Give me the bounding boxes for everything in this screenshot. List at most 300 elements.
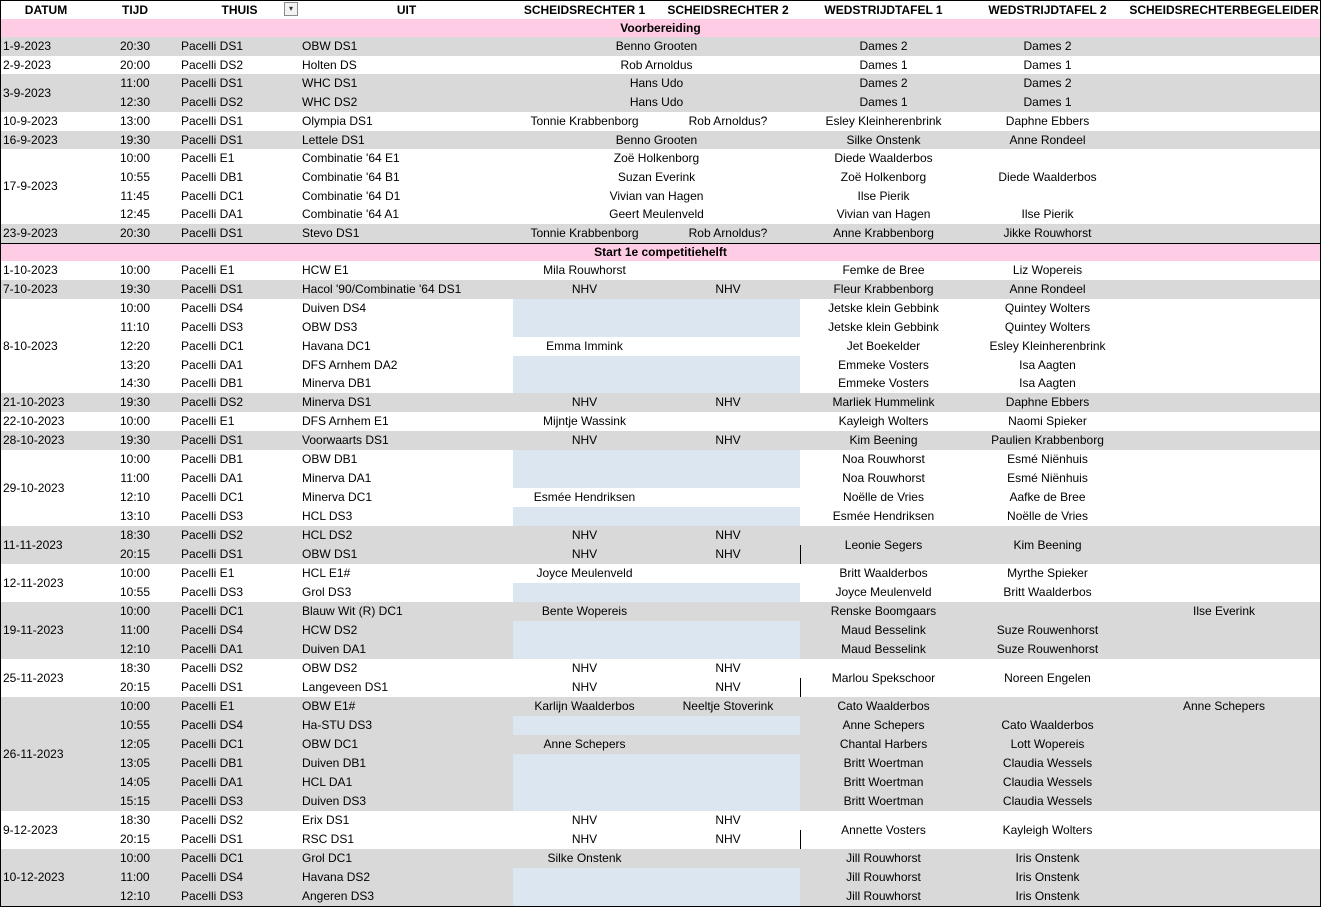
time-cell[interactable]: 19:30 <box>91 131 180 150</box>
away-team-cell[interactable]: Havana DS2 <box>300 868 514 888</box>
referee-2-cell[interactable] <box>656 374 801 394</box>
home-team-cell[interactable]: Pacelli DA1 <box>179 205 301 225</box>
referee-1-cell[interactable]: Hans Udo <box>513 93 801 113</box>
referee-supervisor-cell[interactable] <box>1128 393 1321 413</box>
section-header[interactable]: Start 1e competitiehelft <box>0 243 1321 262</box>
referee-1-cell[interactable] <box>513 469 657 489</box>
home-team-cell[interactable]: Pacelli DC1 <box>179 187 301 206</box>
table-official-2-cell[interactable] <box>967 697 1129 717</box>
date-cell[interactable]: 9-12-2023 <box>0 811 92 850</box>
referee-supervisor-cell[interactable] <box>1128 830 1321 850</box>
referee-1-cell[interactable]: NHV <box>513 659 657 679</box>
referee-1-cell[interactable]: Benno Grooten <box>513 37 801 57</box>
home-team-cell[interactable]: Pacelli DS1 <box>179 224 301 244</box>
away-team-cell[interactable]: Havana DC1 <box>300 337 514 357</box>
table-official-2-cell[interactable]: Dames 2 <box>967 37 1129 57</box>
date-cell[interactable]: 7-10-2023 <box>0 280 92 300</box>
home-team-cell[interactable]: Pacelli DC1 <box>179 488 301 508</box>
home-team-cell[interactable]: Pacelli DS3 <box>179 583 301 603</box>
referee-supervisor-cell[interactable] <box>1128 149 1321 169</box>
table-official-1-cell[interactable]: Anne Krabbenborg <box>800 224 968 244</box>
table-official-1-cell[interactable]: Dames 2 <box>800 74 968 94</box>
referee-supervisor-cell[interactable] <box>1128 337 1321 357</box>
away-team-cell[interactable]: RSC DS1 <box>300 830 514 850</box>
referee-1-cell[interactable]: Mila Rouwhorst <box>513 261 657 281</box>
away-team-cell[interactable]: Hacol '90/Combinatie '64 DS1 <box>300 280 514 300</box>
referee-supervisor-cell[interactable] <box>1128 74 1321 94</box>
time-cell[interactable]: 19:30 <box>91 431 180 451</box>
away-team-cell[interactable]: OBW DS1 <box>300 545 514 565</box>
referee-supervisor-cell[interactable] <box>1128 716 1321 736</box>
time-cell[interactable]: 10:55 <box>91 583 180 603</box>
referee-1-cell[interactable] <box>513 621 657 641</box>
table-official-2-cell[interactable]: Quintey Wolters <box>967 318 1129 338</box>
away-team-cell[interactable]: Voorwaarts DS1 <box>300 431 514 451</box>
home-team-cell[interactable]: Pacelli DS1 <box>179 131 301 150</box>
referee-1-cell[interactable] <box>513 450 657 470</box>
table-official-1-cell[interactable]: Esley Kleinherenbrink <box>800 112 968 132</box>
referee-supervisor-cell[interactable] <box>1128 773 1321 793</box>
referee-2-cell[interactable] <box>656 469 801 489</box>
referee-supervisor-cell[interactable] <box>1128 887 1321 907</box>
home-team-cell[interactable]: Pacelli E1 <box>179 412 301 432</box>
away-team-cell[interactable]: Stevo DS1 <box>300 224 514 244</box>
away-team-cell[interactable]: OBW E1# <box>300 697 514 717</box>
home-team-cell[interactable]: Pacelli E1 <box>179 564 301 584</box>
section-header[interactable]: Voorbereiding <box>0 19 1321 38</box>
away-team-cell[interactable]: Minerva DB1 <box>300 374 514 394</box>
table-official-1-cell[interactable]: Jetske klein Gebbink <box>800 318 968 338</box>
time-cell[interactable]: 20:30 <box>91 37 180 57</box>
table-official-1-cell[interactable]: Dames 1 <box>800 56 968 75</box>
referee-1-cell[interactable] <box>513 754 657 774</box>
referee-supervisor-cell[interactable] <box>1128 735 1321 755</box>
away-team-cell[interactable]: HCL DS3 <box>300 507 514 527</box>
table-official-1-cell[interactable]: Dames 1 <box>800 93 968 113</box>
date-cell[interactable]: 10-9-2023 <box>0 112 92 132</box>
date-cell[interactable]: 29-10-2023 <box>0 450 92 527</box>
home-team-cell[interactable]: Pacelli DA1 <box>179 356 301 375</box>
home-team-cell[interactable]: Pacelli DS2 <box>179 56 301 75</box>
home-team-cell[interactable]: Pacelli DS2 <box>179 93 301 113</box>
home-team-cell[interactable]: Pacelli DS1 <box>179 74 301 94</box>
table-official-2-cell[interactable]: Kim Beening <box>967 526 1129 565</box>
referee-supervisor-cell[interactable] <box>1128 374 1321 394</box>
referee-supervisor-cell[interactable] <box>1128 131 1321 150</box>
time-cell[interactable]: 13:20 <box>91 356 180 375</box>
referee-2-cell[interactable] <box>656 564 801 584</box>
referee-supervisor-cell[interactable] <box>1128 868 1321 888</box>
table-official-2-cell[interactable]: Myrthe Spieker <box>967 564 1129 584</box>
away-team-cell[interactable]: Grol DS3 <box>300 583 514 603</box>
table-official-2-cell[interactable]: Iris Onstenk <box>967 868 1129 888</box>
header-table-official-1[interactable]: WEDSTRIJDTAFEL 1 <box>800 0 968 20</box>
table-official-1-cell[interactable]: Kayleigh Wolters <box>800 412 968 432</box>
home-team-cell[interactable]: Pacelli DS4 <box>179 299 301 319</box>
referee-1-cell[interactable]: Mijntje Wassink <box>513 412 657 432</box>
header-referee-1[interactable]: SCHEIDSRECHTER 1 <box>513 0 657 20</box>
referee-supervisor-cell[interactable] <box>1128 93 1321 113</box>
home-team-cell[interactable]: Pacelli DS1 <box>179 545 301 565</box>
away-team-cell[interactable]: Combinatie '64 B1 <box>300 168 514 188</box>
table-official-1-cell[interactable]: Joyce Meulenveld <box>800 583 968 603</box>
referee-2-cell[interactable]: NHV <box>656 393 801 413</box>
table-official-1-cell[interactable]: Britt Waalderbos <box>800 564 968 584</box>
referee-supervisor-cell[interactable] <box>1128 640 1321 660</box>
time-cell[interactable]: 20:15 <box>91 545 180 565</box>
away-team-cell[interactable]: OBW DS2 <box>300 659 514 679</box>
away-team-cell[interactable]: Minerva DS1 <box>300 393 514 413</box>
date-cell[interactable]: 2-9-2023 <box>0 56 92 75</box>
home-team-cell[interactable]: Pacelli DA1 <box>179 640 301 660</box>
away-team-cell[interactable]: Olympia DS1 <box>300 112 514 132</box>
referee-2-cell[interactable] <box>656 868 801 888</box>
away-team-cell[interactable]: HCW E1 <box>300 261 514 281</box>
table-official-1-cell[interactable]: Jill Rouwhorst <box>800 887 968 907</box>
away-team-cell[interactable]: Ha-STU DS3 <box>300 716 514 736</box>
away-team-cell[interactable]: Combinatie '64 E1 <box>300 149 514 169</box>
table-official-2-cell[interactable]: Dames 1 <box>967 93 1129 113</box>
time-cell[interactable]: 10:00 <box>91 412 180 432</box>
away-team-cell[interactable]: Erix DS1 <box>300 811 514 831</box>
referee-1-cell[interactable] <box>513 507 657 527</box>
table-official-1-cell[interactable]: Noa Rouwhorst <box>800 450 968 470</box>
time-cell[interactable]: 10:00 <box>91 849 180 869</box>
time-cell[interactable]: 12:10 <box>91 488 180 508</box>
table-official-1-cell[interactable]: Ilse Pierik <box>800 187 968 206</box>
referee-2-cell[interactable] <box>656 450 801 470</box>
referee-supervisor-cell[interactable] <box>1128 205 1321 225</box>
table-official-2-cell[interactable]: Aafke de Bree <box>967 488 1129 508</box>
header-table-official-2[interactable]: WEDSTRIJDTAFEL 2 <box>967 0 1129 20</box>
table-official-2-cell[interactable]: Lott Wopereis <box>967 735 1129 755</box>
referee-2-cell[interactable] <box>656 773 801 793</box>
referee-1-cell[interactable]: Emma Immink <box>513 337 657 357</box>
time-cell[interactable]: 10:00 <box>91 299 180 319</box>
referee-2-cell[interactable]: NHV <box>656 280 801 300</box>
table-official-2-cell[interactable]: Anne Rondeel <box>967 280 1129 300</box>
home-team-cell[interactable]: Pacelli DB1 <box>179 754 301 774</box>
time-cell[interactable]: 10:00 <box>91 564 180 584</box>
date-cell[interactable]: 22-10-2023 <box>0 412 92 432</box>
time-cell[interactable]: 11:00 <box>91 469 180 489</box>
referee-1-cell[interactable] <box>513 868 657 888</box>
referee-2-cell[interactable] <box>656 337 801 357</box>
referee-supervisor-cell[interactable] <box>1128 507 1321 527</box>
home-team-cell[interactable]: Pacelli DA1 <box>179 469 301 489</box>
time-cell[interactable]: 11:00 <box>91 621 180 641</box>
home-team-cell[interactable]: Pacelli DS4 <box>179 716 301 736</box>
table-official-1-cell[interactable]: Anne Schepers <box>800 716 968 736</box>
referee-2-cell[interactable] <box>656 412 801 432</box>
home-team-cell[interactable]: Pacelli DS3 <box>179 887 301 907</box>
home-team-cell[interactable]: Pacelli DS4 <box>179 868 301 888</box>
referee-1-cell[interactable] <box>513 716 657 736</box>
table-official-2-cell[interactable]: Jikke Rouwhorst <box>967 224 1129 244</box>
referee-1-cell[interactable]: Tonnie Krabbenborg <box>513 112 657 132</box>
table-official-1-cell[interactable]: Jill Rouwhorst <box>800 849 968 869</box>
table-official-1-cell[interactable]: Dames 2 <box>800 37 968 57</box>
table-official-2-cell[interactable]: Cato Waalderbos <box>967 716 1129 736</box>
table-official-2-cell[interactable]: Claudia Wessels <box>967 773 1129 793</box>
header-thuis[interactable]: THUIS <box>179 0 301 20</box>
home-team-cell[interactable]: Pacelli DS1 <box>179 830 301 850</box>
referee-supervisor-cell[interactable] <box>1128 168 1321 188</box>
table-official-1-cell[interactable]: Britt Woertman <box>800 754 968 774</box>
table-official-2-cell[interactable]: Noëlle de Vries <box>967 507 1129 527</box>
home-team-cell[interactable]: Pacelli DS1 <box>179 678 301 698</box>
referee-supervisor-cell[interactable] <box>1128 754 1321 774</box>
referee-supervisor-cell[interactable] <box>1128 318 1321 338</box>
referee-supervisor-cell[interactable] <box>1128 792 1321 812</box>
home-team-cell[interactable]: Pacelli DS2 <box>179 526 301 546</box>
referee-supervisor-cell[interactable] <box>1128 450 1321 470</box>
table-official-2-cell[interactable]: Isa Aagten <box>967 356 1129 375</box>
time-cell[interactable]: 10:55 <box>91 716 180 736</box>
time-cell[interactable]: 12:10 <box>91 887 180 907</box>
referee-supervisor-cell[interactable] <box>1128 583 1321 603</box>
time-cell[interactable]: 18:30 <box>91 659 180 679</box>
table-official-2-cell[interactable]: Ilse Pierik <box>967 205 1129 225</box>
time-cell[interactable]: 13:00 <box>91 112 180 132</box>
table-official-1-cell[interactable]: Marliek Hummelink <box>800 393 968 413</box>
table-official-2-cell[interactable]: Isa Aagten <box>967 374 1129 394</box>
referee-supervisor-cell[interactable]: Anne Schepers <box>1128 697 1321 717</box>
table-official-2-cell[interactable]: Liz Wopereis <box>967 261 1129 281</box>
home-team-cell[interactable]: Pacelli DS1 <box>179 280 301 300</box>
home-team-cell[interactable]: Pacelli DS2 <box>179 659 301 679</box>
table-official-1-cell[interactable]: Jill Rouwhorst <box>800 868 968 888</box>
table-official-2-cell[interactable] <box>967 187 1129 206</box>
date-cell[interactable]: 10-12-2023 <box>0 849 92 907</box>
time-cell[interactable]: 19:30 <box>91 393 180 413</box>
table-official-1-cell[interactable]: Maud Besselink <box>800 640 968 660</box>
time-cell[interactable]: 20:00 <box>91 56 180 75</box>
away-team-cell[interactable]: Grol DC1 <box>300 849 514 869</box>
table-official-1-cell[interactable]: Fleur Krabbenborg <box>800 280 968 300</box>
date-cell[interactable]: 21-10-2023 <box>0 393 92 413</box>
date-cell[interactable]: 17-9-2023 <box>0 149 92 225</box>
referee-supervisor-cell[interactable] <box>1128 299 1321 319</box>
referee-2-cell[interactable] <box>656 640 801 660</box>
away-team-cell[interactable]: OBW DS3 <box>300 318 514 338</box>
time-cell[interactable]: 11:10 <box>91 318 180 338</box>
time-cell[interactable]: 18:30 <box>91 811 180 831</box>
referee-supervisor-cell[interactable] <box>1128 56 1321 75</box>
table-official-2-cell[interactable]: Kayleigh Wolters <box>967 811 1129 850</box>
table-official-1-cell[interactable]: Emmeke Vosters <box>800 356 968 375</box>
away-team-cell[interactable]: WHC DS2 <box>300 93 514 113</box>
referee-1-cell[interactable]: NHV <box>513 678 657 698</box>
time-cell[interactable]: 20:30 <box>91 224 180 244</box>
table-official-1-cell[interactable]: Kim Beening <box>800 431 968 451</box>
table-official-1-cell[interactable]: Cato Waalderbos <box>800 697 968 717</box>
referee-2-cell[interactable]: NHV <box>656 678 801 698</box>
home-team-cell[interactable]: Pacelli DA1 <box>179 773 301 793</box>
home-team-cell[interactable]: Pacelli DC1 <box>179 602 301 622</box>
date-cell[interactable]: 28-10-2023 <box>0 431 92 451</box>
referee-1-cell[interactable]: Anne Schepers <box>513 735 657 755</box>
referee-2-cell[interactable] <box>656 621 801 641</box>
referee-1-cell[interactable]: Vivian van Hagen <box>513 187 801 206</box>
table-official-1-cell[interactable]: Diede Waalderbos <box>800 149 968 169</box>
table-official-1-cell[interactable]: Renske Boomgaars <box>800 602 968 622</box>
date-cell[interactable]: 26-11-2023 <box>0 697 92 812</box>
referee-supervisor-cell[interactable] <box>1128 469 1321 489</box>
table-official-1-cell[interactable]: Maud Besselink <box>800 621 968 641</box>
table-official-1-cell[interactable]: Annette Vosters <box>800 811 968 850</box>
away-team-cell[interactable]: OBW DS1 <box>300 37 514 57</box>
time-cell[interactable]: 11:45 <box>91 187 180 206</box>
header-datum[interactable]: DATUM <box>0 0 92 20</box>
table-official-2-cell[interactable] <box>967 149 1129 169</box>
table-official-2-cell[interactable]: Noreen Engelen <box>967 659 1129 698</box>
referee-2-cell[interactable]: NHV <box>656 431 801 451</box>
header-tijd[interactable]: TIJD <box>91 0 180 20</box>
table-official-2-cell[interactable]: Britt Waalderbos <box>967 583 1129 603</box>
referee-supervisor-cell[interactable] <box>1128 356 1321 375</box>
referee-supervisor-cell[interactable] <box>1128 564 1321 584</box>
referee-1-cell[interactable]: Suzan Everink <box>513 168 801 188</box>
home-team-cell[interactable]: Pacelli DS1 <box>179 37 301 57</box>
time-cell[interactable]: 12:20 <box>91 337 180 357</box>
referee-2-cell[interactable] <box>656 792 801 812</box>
home-team-cell[interactable]: Pacelli E1 <box>179 697 301 717</box>
referee-2-cell[interactable] <box>656 754 801 774</box>
away-team-cell[interactable]: Duiven DA1 <box>300 640 514 660</box>
time-cell[interactable]: 13:10 <box>91 507 180 527</box>
table-official-1-cell[interactable]: Silke Onstenk <box>800 131 968 150</box>
date-cell[interactable]: 19-11-2023 <box>0 602 92 660</box>
referee-1-cell[interactable]: Joyce Meulenveld <box>513 564 657 584</box>
time-cell[interactable]: 15:15 <box>91 792 180 812</box>
referee-supervisor-cell[interactable] <box>1128 545 1321 565</box>
referee-supervisor-cell[interactable] <box>1128 488 1321 508</box>
referee-2-cell[interactable] <box>656 849 801 869</box>
time-cell[interactable]: 14:30 <box>91 374 180 394</box>
referee-1-cell[interactable] <box>513 887 657 907</box>
referee-supervisor-cell[interactable] <box>1128 412 1321 432</box>
home-team-cell[interactable]: Pacelli DS3 <box>179 507 301 527</box>
home-team-cell[interactable]: Pacelli DB1 <box>179 450 301 470</box>
away-team-cell[interactable]: OBW DC1 <box>300 735 514 755</box>
referee-2-cell[interactable]: NHV <box>656 659 801 679</box>
date-cell[interactable]: 12-11-2023 <box>0 564 92 603</box>
referee-supervisor-cell[interactable] <box>1128 431 1321 451</box>
table-official-1-cell[interactable]: Jet Boekelder <box>800 337 968 357</box>
referee-2-cell[interactable]: Rob Arnoldus? <box>656 224 801 244</box>
away-team-cell[interactable]: Holten DS <box>300 56 514 75</box>
table-official-1-cell[interactable]: Marlou Spekschoor <box>800 659 968 698</box>
table-official-2-cell[interactable]: Esmé Niënhuis <box>967 469 1129 489</box>
table-official-2-cell[interactable]: Iris Onstenk <box>967 849 1129 869</box>
header-uit[interactable]: UIT <box>300 0 514 20</box>
referee-2-cell[interactable] <box>656 887 801 907</box>
referee-1-cell[interactable]: NHV <box>513 393 657 413</box>
referee-2-cell[interactable] <box>656 488 801 508</box>
home-team-cell[interactable]: Pacelli E1 <box>179 261 301 281</box>
away-team-cell[interactable]: Langeveen DS1 <box>300 678 514 698</box>
referee-supervisor-cell[interactable] <box>1128 280 1321 300</box>
away-team-cell[interactable]: OBW DB1 <box>300 450 514 470</box>
date-cell[interactable]: 1-10-2023 <box>0 261 92 281</box>
table-official-2-cell[interactable]: Quintey Wolters <box>967 299 1129 319</box>
table-official-1-cell[interactable]: Noa Rouwhorst <box>800 469 968 489</box>
referee-1-cell[interactable]: Geert Meulenveld <box>513 205 801 225</box>
referee-1-cell[interactable] <box>513 318 657 338</box>
referee-2-cell[interactable]: Rob Arnoldus? <box>656 112 801 132</box>
referee-supervisor-cell[interactable] <box>1128 112 1321 132</box>
referee-supervisor-cell[interactable] <box>1128 659 1321 679</box>
referee-1-cell[interactable] <box>513 356 657 375</box>
table-official-1-cell[interactable]: Emmeke Vosters <box>800 374 968 394</box>
time-cell[interactable]: 10:00 <box>91 149 180 169</box>
away-team-cell[interactable]: DFS Arnhem E1 <box>300 412 514 432</box>
date-cell[interactable]: 11-11-2023 <box>0 526 92 565</box>
date-cell[interactable]: 25-11-2023 <box>0 659 92 698</box>
referee-1-cell[interactable] <box>513 583 657 603</box>
time-cell[interactable]: 10:55 <box>91 168 180 188</box>
time-cell[interactable]: 10:00 <box>91 697 180 717</box>
table-official-2-cell[interactable]: Naomi Spieker <box>967 412 1129 432</box>
referee-2-cell[interactable] <box>656 602 801 622</box>
time-cell[interactable]: 10:00 <box>91 450 180 470</box>
home-team-cell[interactable]: Pacelli DC1 <box>179 735 301 755</box>
away-team-cell[interactable]: DFS Arnhem DA2 <box>300 356 514 375</box>
referee-1-cell[interactable]: Tonnie Krabbenborg <box>513 224 657 244</box>
header-referee-2[interactable]: SCHEIDSRECHTER 2 <box>656 0 801 20</box>
referee-1-cell[interactable]: Rob Arnoldus <box>513 56 801 75</box>
table-official-1-cell[interactable]: Femke de Bree <box>800 261 968 281</box>
referee-1-cell[interactable]: NHV <box>513 545 657 565</box>
time-cell[interactable]: 12:45 <box>91 205 180 225</box>
referee-1-cell[interactable]: Hans Udo <box>513 74 801 94</box>
away-team-cell[interactable]: Lettele DS1 <box>300 131 514 150</box>
date-cell[interactable]: 23-9-2023 <box>0 224 92 244</box>
table-official-1-cell[interactable]: Vivian van Hagen <box>800 205 968 225</box>
home-team-cell[interactable]: Pacelli DS3 <box>179 792 301 812</box>
away-team-cell[interactable]: HCL DA1 <box>300 773 514 793</box>
referee-supervisor-cell[interactable]: Ilse Everink <box>1128 602 1321 622</box>
table-official-1-cell[interactable]: Noëlle de Vries <box>800 488 968 508</box>
referee-1-cell[interactable]: Esmée Hendriksen <box>513 488 657 508</box>
referee-2-cell[interactable] <box>656 583 801 603</box>
home-team-cell[interactable]: Pacelli DC1 <box>179 849 301 869</box>
home-team-cell[interactable]: Pacelli DC1 <box>179 337 301 357</box>
referee-2-cell[interactable] <box>656 507 801 527</box>
referee-supervisor-cell[interactable] <box>1128 621 1321 641</box>
home-team-cell[interactable]: Pacelli DB1 <box>179 374 301 394</box>
home-team-cell[interactable]: Pacelli DS2 <box>179 811 301 831</box>
away-team-cell[interactable]: HCL E1# <box>300 564 514 584</box>
table-official-2-cell[interactable]: Suze Rouwenhorst <box>967 640 1129 660</box>
referee-supervisor-cell[interactable] <box>1128 224 1321 244</box>
table-official-2-cell[interactable]: Dames 1 <box>967 56 1129 75</box>
table-official-2-cell[interactable]: Paulien Krabbenborg <box>967 431 1129 451</box>
home-team-cell[interactable]: Pacelli E1 <box>179 149 301 169</box>
home-team-cell[interactable]: Pacelli DS4 <box>179 621 301 641</box>
table-official-1-cell[interactable]: Chantal Harbers <box>800 735 968 755</box>
home-team-cell[interactable]: Pacelli DS1 <box>179 431 301 451</box>
referee-1-cell[interactable] <box>513 374 657 394</box>
referee-1-cell[interactable]: NHV <box>513 526 657 546</box>
referee-supervisor-cell[interactable] <box>1128 261 1321 281</box>
away-team-cell[interactable]: Minerva DC1 <box>300 488 514 508</box>
table-official-1-cell[interactable]: Britt Woertman <box>800 773 968 793</box>
table-official-1-cell[interactable]: Zoë Holkenborg <box>800 168 968 188</box>
time-cell[interactable]: 10:00 <box>91 602 180 622</box>
table-official-1-cell[interactable]: Leonie Segers <box>800 526 968 565</box>
